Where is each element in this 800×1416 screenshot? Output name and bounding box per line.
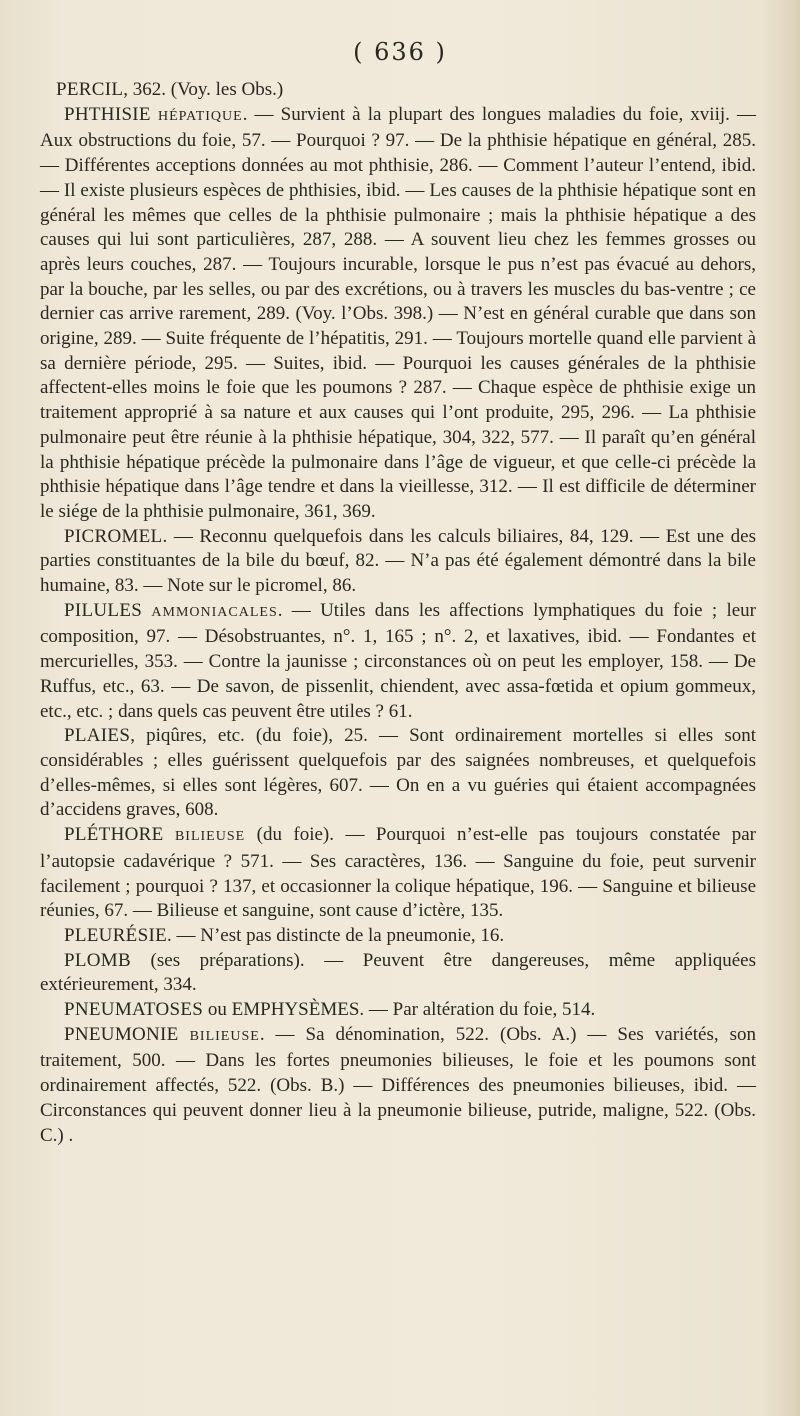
index-entry-pilules	[40, 599, 756, 725]
entry-body: (du foie). — Pourquoi n’est-elle pas toujours constatée par l’autopsie cadavérique ? 571. — Ses caractères, 136. — Sanguine du foie, peut survenir facilement ; pourquoi ? 137, et occasionner la colique hépatique, 196. — Sanguine et bilieuse réunies, 67. — Bilieuse et sanguine, sont cause d’ictère, 135.	[40, 824, 757, 922]
entry-headword: PILULES	[64, 599, 143, 621]
entry-subhead: AMMONIACALES	[151, 604, 278, 620]
index-entry-plethore	[40, 823, 756, 924]
entry-body: . — Sa dénomination, 522. (Obs. A.) — Ses variétés, son traitement, 500. — Dans les fortes pneumonies bilieuses, le foie et les poumons sont ordinairement affectés, 522. (Obs. B.) — Différences des pneumonies bilieuses, ibid. — Circonstances qui peuvent donner lieu à la pneumonie bilieuse, putride, maligne, 522. (Obs. C.) .	[40, 1023, 757, 1146]
index-entry-pneumatoses	[40, 998, 756, 1023]
entry-body: . — Utiles dans les affections lymphatiques du foie ; leur composition, 97. — Désobstruantes, n°. 1, 165 ; n°. 2, et laxatives, ibid. — Fondantes et mercurielles, 353. — Contre la jaunisse ; circonstances où on peut les employer, 158. — De Ruffus, etc., 63. — De savon, de pissenlit, chiendent, avec assa-fœtida et opium gommeux, etc., etc. ; dans quels cas peuvent être utiles ? 61.	[40, 599, 756, 722]
entry-body: , piqûres, etc. (du foie), 25. — Sont ordinairement mortelles si elles sont considérables ; elles guérissent quelquefois par des saignées nombreuses, et quelquefois d’elles-mêmes, si elles sont légères, 607. — On en a vu guéries qui étaient accompagnées d’accidens graves, 608.	[40, 725, 756, 821]
page-edge-shadow	[762, 0, 800, 1416]
entry-body: . — N’est pas distincte de la pneumonie, 16.	[166, 924, 505, 946]
entry-body: . — Reconnu quelquefois dans les calculs biliaires, 84, 129. — Est une des parties constituantes de la bile du bœuf, 82. — N’a pas été également démontré dans la bile humaine, 83. — Note sur le picromel, 86.	[40, 525, 756, 597]
index-text	[40, 78, 756, 1148]
index-entry-phthisie-hepatique	[40, 103, 756, 525]
entry-body: , 362. (Voy. les Obs.)	[123, 79, 284, 100]
entry-headword: PNEUMATOSES	[64, 999, 204, 1021]
index-entry-pleuresie	[40, 924, 756, 949]
entry-subhead: HÉPATIQUE	[157, 108, 243, 124]
entry-headword: PLAIES	[64, 725, 131, 747]
entry-body: (ses préparations). — Peuvent être dangereuses, même appliquées extérieurement, 334.	[40, 949, 756, 996]
entry-headword: PLÉTHORE	[64, 824, 164, 846]
index-entry-picromel	[40, 525, 756, 599]
entry-body: . — Survient à la plupart des longues maladies du foie, xviij. — Aux obstructions du foie, 57. — Pourquoi ? 97. — De la phthisie hépatique en général, 285. — Différentes acceptions données au mot phthisie, 286. — Comment l’auteur l’entend, ibid. — Il existe plusieurs espèces de phthisies, ibid. — Les causes de la phthisie hépatique sont en général les mêmes que celles de la phthisie pulmonaire ; mais la phthisie hépatique a des causes qui lui sont particulières, 287, 288. — A souvent lieu chez les femmes grosses ou après leurs couches, 287. — Toujours incurable, lorsque le pus n’est pas évacué au dehors, par la bouche, par les selles, ou par des excrétions, ou à travers les muscles du bas-ventre ; ce dernier cas arrive rarement, 289. (Voy. l’Obs. 398.) — N’est en général curable que dans son origine, 289. — Suite fréquente de l’hépatitis, 291. — Toujours mortelle quand elle parvient à sa dernière période, 295. — Suites, ibid. — Pourquoi les causes générales de la phthisie affectent-elles moins le foie que les poumons ? 287. — Chaque espèce de phthisie exige un traitement approprié à sa nature et aux causes qui l’ont produite, 295, 296. — La phthisie pulmonaire peut être réunie à la phthisie hépatique, 304, 322, 577. — Il paraît qu’en général la phthisie hépatique précède la pulmonaire dans l’âge de vigueur, et que celle-ci précède la phthisie hépatique dans l’âge tendre et dans la vieillesse, 312. — Il est difficile de déterminer le siége de la phthisie pulmonaire, 361, 369.	[40, 103, 757, 522]
entry-body: ou EMPHYSÈMES. — Par altération du foie, 514.	[203, 999, 596, 1021]
entry-subhead: BILIEUSE	[189, 1028, 260, 1044]
entry-headword: PNEUMONIE	[64, 1023, 179, 1045]
entry-headword: PERCIL	[56, 79, 124, 100]
index-entry-plaies	[40, 724, 756, 823]
index-entry-pneumonie	[40, 1023, 756, 1149]
index-entry-percil	[40, 78, 756, 103]
entry-headword: PICROMEL	[64, 525, 163, 547]
entry-subhead: BILIEUSE	[174, 829, 246, 845]
page-number: ( 636 )	[353, 38, 447, 66]
index-entry-plomb	[40, 949, 756, 998]
entry-headword: PHTHISIE	[64, 103, 151, 125]
entry-headword: PLOMB	[64, 949, 131, 971]
entry-headword: PLEURÉSIE	[64, 924, 167, 946]
